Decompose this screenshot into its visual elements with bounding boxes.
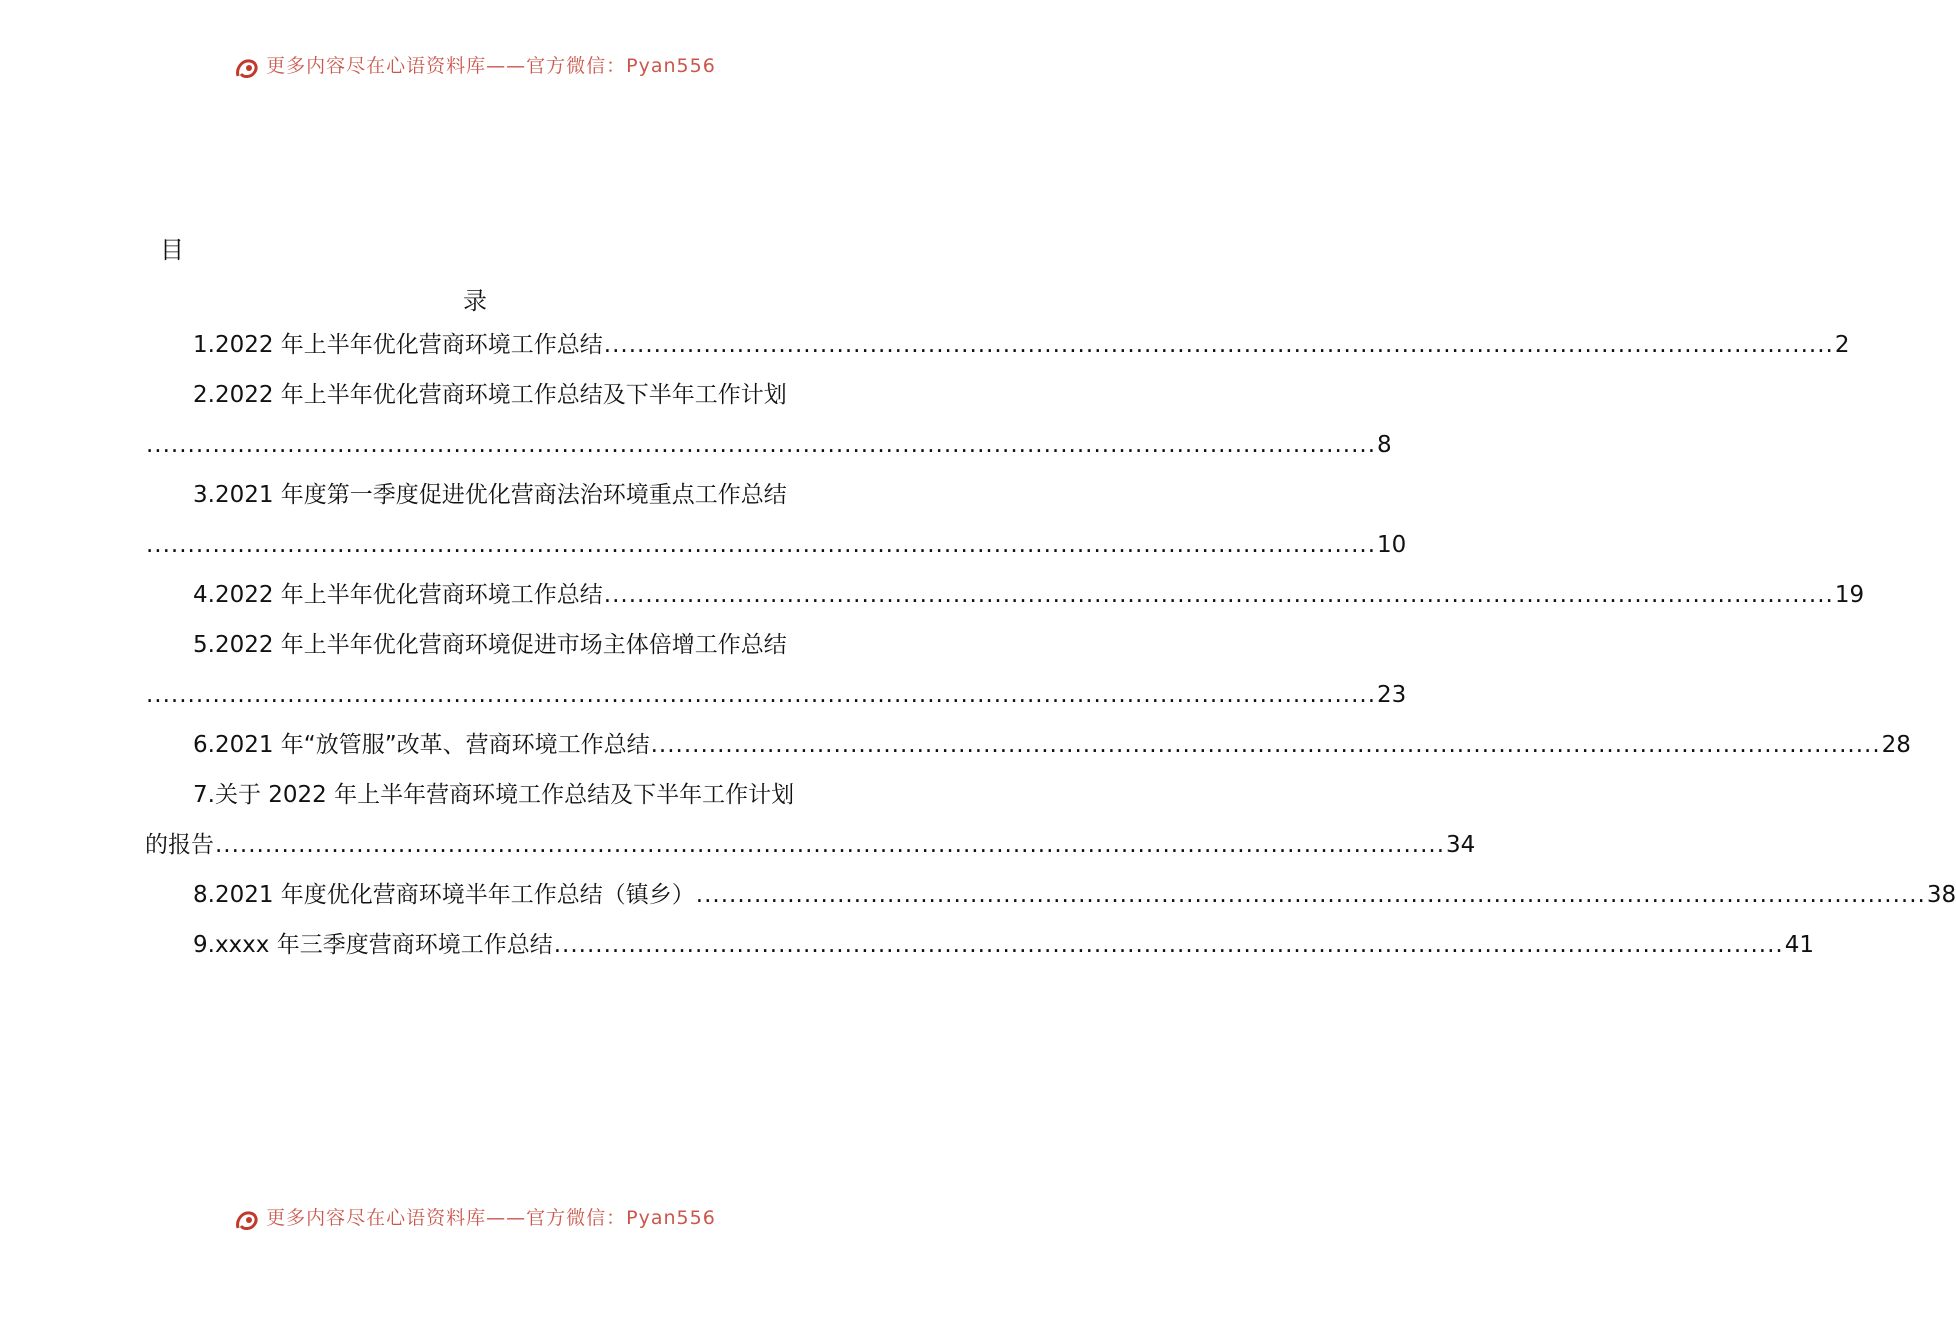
toc-entry-title: 4.2022 年上半年优化营商环境工作总结 (193, 582, 603, 608)
leader-dots: .................................................................................................................................................... (215, 832, 1446, 858)
leader-dots: .................................................................................................................................................... (146, 432, 1377, 458)
toc-entry-title: 2.2022 年上半年优化营商环境工作总结及下半年工作计划 (193, 382, 787, 408)
leader-dots: .................................................................................................................................................... (650, 732, 1881, 758)
toc-entry-title: 3.2021 年度第一季度促进优化营商法治环境重点工作总结 (193, 482, 787, 508)
toc-title-char-1: 目 (160, 236, 184, 264)
toc-entry-7-cont[interactable] (145, 820, 1476, 870)
toc-entry-page: 34 (1446, 832, 1476, 858)
toc-entry-page: 38 (1926, 882, 1956, 908)
leader-dots: .................................................................................................................................................... (695, 882, 1926, 908)
toc-entry-2[interactable] (145, 370, 805, 420)
toc-entry-1[interactable] (145, 320, 1850, 370)
toc-entry-title: 6.2021 年“放管服”改革、营商环境工作总结 (193, 732, 650, 758)
toc-entry-page: 10 (1377, 532, 1407, 558)
toc-entry-page: 19 (1834, 582, 1865, 608)
toc-entry-title-cont: 的报告 (145, 832, 214, 858)
brand-logo-icon (234, 1208, 260, 1234)
toc-entry-page: 8 (1377, 432, 1392, 458)
watermark-bottom (0, 1207, 950, 1236)
toc-entry-6[interactable] (145, 720, 1911, 770)
leader-dots: .................................................................................................................................................... (553, 932, 1784, 958)
toc-entry-4[interactable] (145, 570, 1865, 620)
toc-entry-title: 8.2021 年度优化营商环境半年工作总结（镇乡） (193, 882, 695, 908)
toc-entry-3[interactable] (145, 470, 805, 520)
toc-entry-5[interactable] (145, 620, 805, 670)
toc-entry-9[interactable] (145, 920, 1815, 970)
toc-entry-3-cont[interactable] (145, 520, 1407, 570)
table-of-contents (145, 320, 1956, 970)
toc-entry-page: 28 (1881, 732, 1911, 758)
toc-entry-page: 23 (1377, 682, 1407, 708)
leader-dots: .................................................................................................................................................... (603, 582, 1834, 608)
brand-logo-icon (234, 56, 260, 82)
toc-title-char-2: 录 (463, 287, 487, 315)
toc-entry-title: 7.关于 2022 年上半年营商环境工作总结及下半年工作计划 (193, 782, 795, 808)
leader-dots: .................................................................................................................................................... (603, 332, 1834, 358)
toc-entry-page: 41 (1784, 932, 1815, 958)
toc-entry-title: 1.2022 年上半年优化营商环境工作总结 (193, 332, 603, 358)
toc-entry-title: 5.2022 年上半年优化营商环境促进市场主体倍增工作总结 (193, 632, 787, 658)
watermark-top (0, 55, 950, 84)
toc-entry-page: 2 (1834, 332, 1850, 358)
toc-entry-2-cont[interactable] (145, 420, 1392, 470)
toc-entry-7[interactable] (145, 770, 805, 820)
toc-entry-8[interactable] (145, 870, 1956, 920)
leader-dots: .................................................................................................................................................... (146, 532, 1377, 558)
toc-entry-title: 9.xxxx 年三季度营商环境工作总结 (193, 932, 553, 958)
watermark-text: 更多内容尽在心语资料库——官方微信：Pyan556 (266, 55, 716, 77)
toc-entry-5-cont[interactable] (145, 670, 1407, 720)
leader-dots: .................................................................................................................................................... (146, 682, 1377, 708)
watermark-text: 更多内容尽在心语资料库——官方微信：Pyan556 (266, 1207, 716, 1229)
